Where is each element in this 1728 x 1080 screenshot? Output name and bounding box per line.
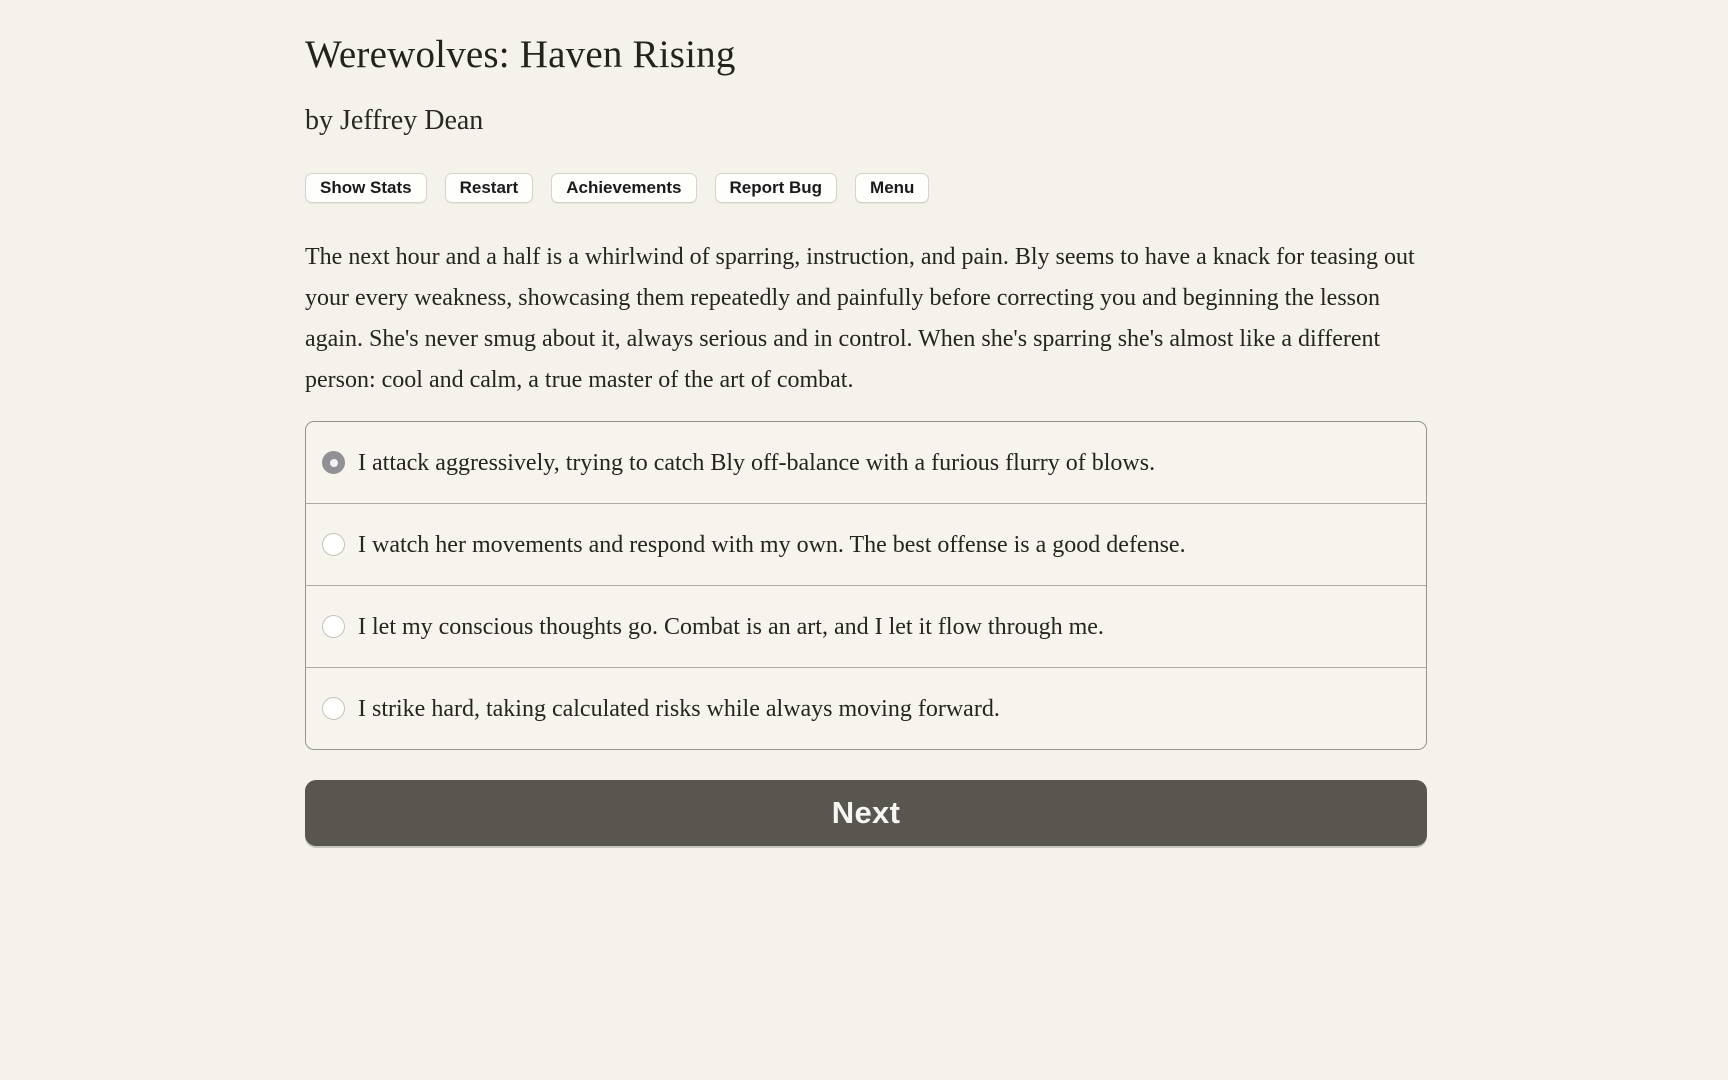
author-byline: by Jeffrey Dean <box>305 105 484 136</box>
story-paragraph: The next hour and a half is a whirlwind of sparring, instruction, and pain. Bly seems to have a knack for teasing out your every weakness, showcasing them repeatedly and painfully before correcting you and beginning the lesson again. She's never smug about it, always serious and in control. When she's sparring she's almost like a different person: cool and calm, a true master of the art of combat. <box>305 244 1415 393</box>
choice-row-4[interactable] <box>306 667 1426 749</box>
choice-label: I attack aggressively, trying to catch Bly off-balance with a furious flurry of blows. <box>358 449 1156 476</box>
toolbar <box>305 173 1427 203</box>
radio-selected-icon[interactable] <box>322 451 345 474</box>
page-title: Werewolves: Haven Rising <box>305 33 736 76</box>
radio-button-icon[interactable] <box>322 533 345 556</box>
toolbar-button-achievements[interactable]: Achievements <box>551 173 696 203</box>
story-page <box>305 0 1427 846</box>
toolbar-button-restart[interactable]: Restart <box>445 173 534 203</box>
choice-label: I strike hard, taking calculated risks while always moving forward. <box>358 695 1000 722</box>
choices-group <box>305 421 1427 750</box>
toolbar-button-report-bug[interactable]: Report Bug <box>715 173 838 203</box>
radio-button-icon[interactable] <box>322 697 345 720</box>
radio-button-icon[interactable] <box>322 615 345 638</box>
next-button[interactable]: Next <box>305 780 1427 846</box>
toolbar-button-show-stats[interactable]: Show Stats <box>305 173 427 203</box>
choice-label: I let my conscious thoughts go. Combat is an art, and I let it flow through me. <box>358 613 1104 640</box>
choice-row-3[interactable] <box>306 585 1426 667</box>
choice-row-1[interactable] <box>306 422 1426 503</box>
choice-label: I watch her movements and respond with my own. The best offense is a good defense. <box>358 531 1186 558</box>
toolbar-button-menu[interactable]: Menu <box>855 173 929 203</box>
choice-row-2[interactable] <box>306 503 1426 585</box>
